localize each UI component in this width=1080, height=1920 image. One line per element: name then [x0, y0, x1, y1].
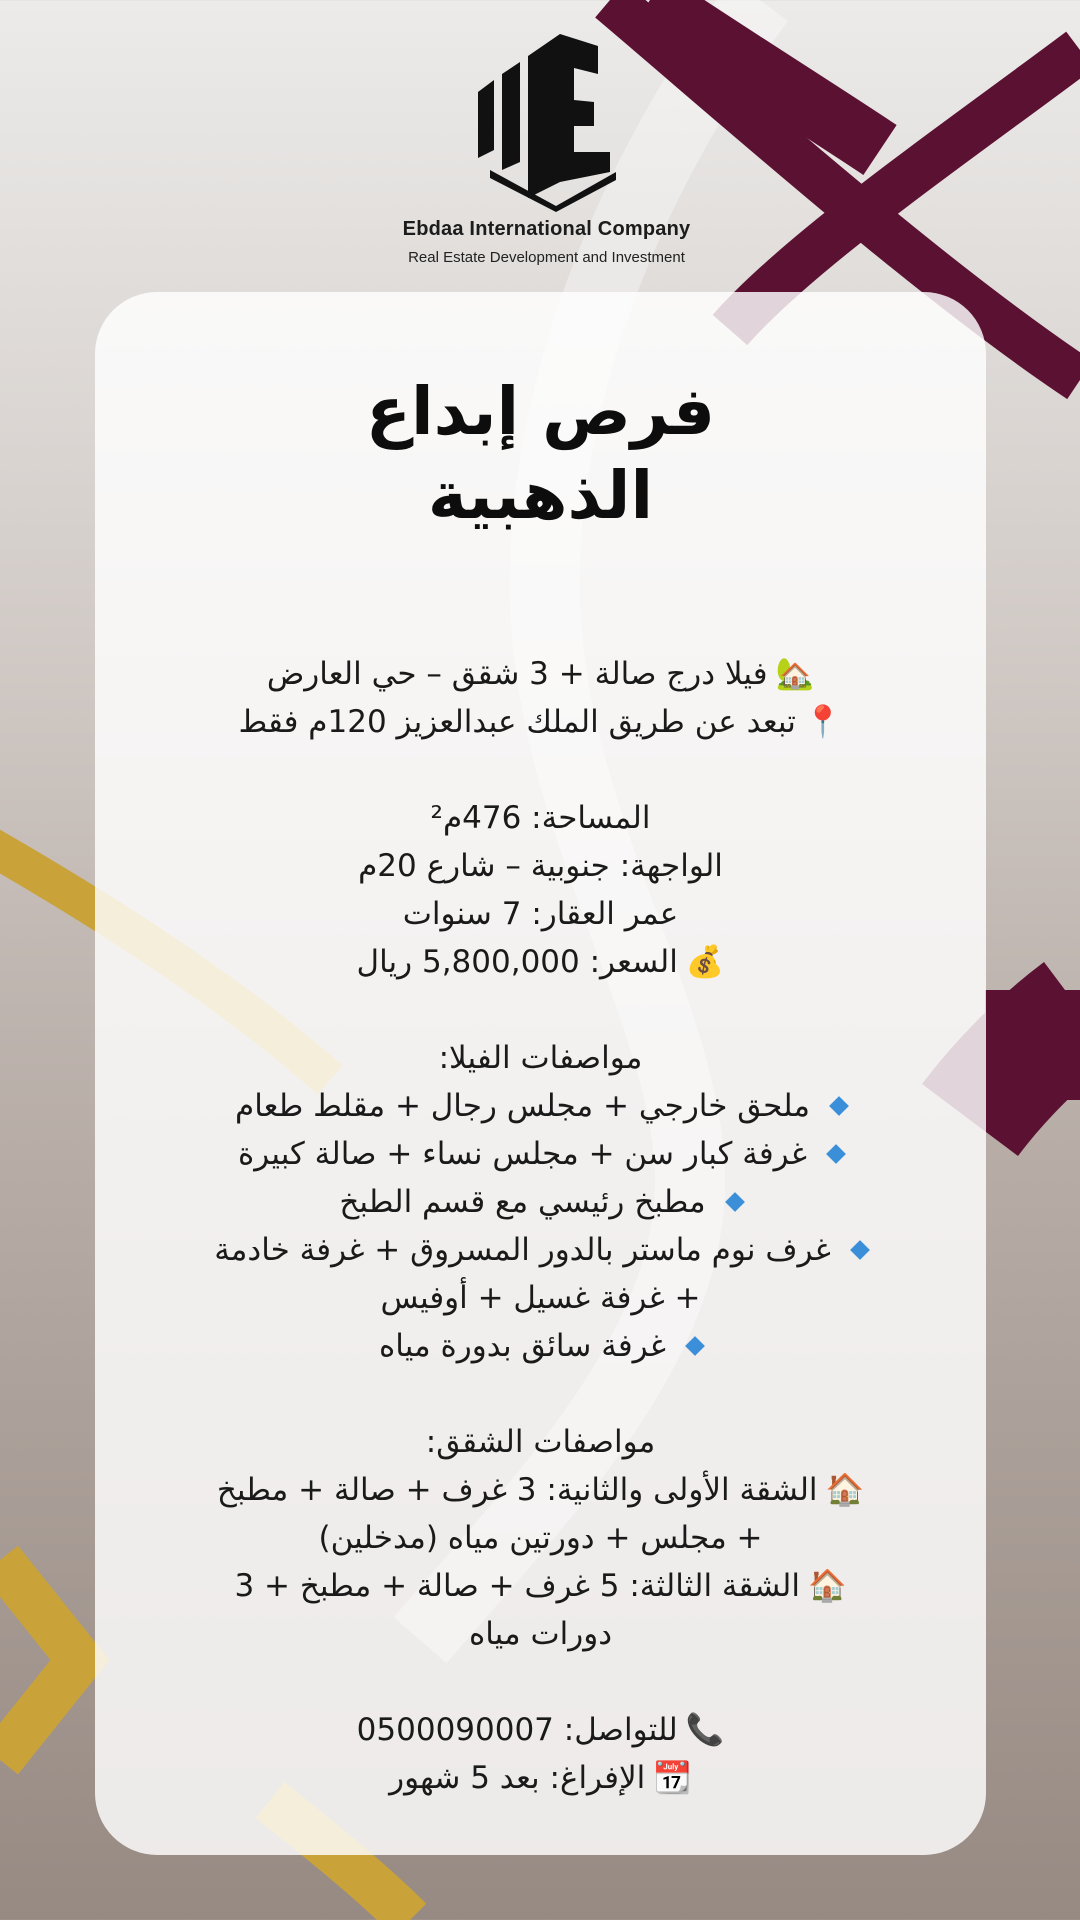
- blue-diamond-icon: [850, 1240, 870, 1260]
- villa-spec-item: ملحق خارجي + مجلس رجال + مقلط طعام: [115, 1082, 966, 1130]
- company-logo: [0, 22, 1080, 272]
- calendar-icon: 📆: [653, 1760, 692, 1796]
- apartment-line-3: 🏠الشقة الثالثة: 5 غرف + صالة + مطبخ + 3: [234, 1568, 847, 1604]
- blue-diamond-icon: [685, 1336, 705, 1356]
- vacancy-text: الإفراغ: بعد 5 شهور: [389, 1760, 646, 1796]
- villa-spec-item-cont: + غرفة غسيل + أوفيس: [380, 1280, 701, 1316]
- villa-spec-item: غرفة سائق بدورة مياه: [115, 1322, 966, 1370]
- page-title: [95, 370, 986, 538]
- villa-spec-item: مطبخ رئيسي مع قسم الطبخ: [115, 1178, 966, 1226]
- blue-diamond-icon: [829, 1096, 849, 1116]
- villa-specs-heading: مواصفات الفيلا:: [438, 1040, 643, 1076]
- house-icon: 🏠: [807, 1568, 847, 1604]
- apartment-line-3-cont: دورات مياه: [468, 1616, 613, 1652]
- phone-number[interactable]: 0500090007: [356, 1712, 554, 1748]
- title-line-1: فرص إبداع: [365, 373, 716, 450]
- contact-line: [115, 1706, 966, 1754]
- apartment-specs-heading: مواصفات الشقق:: [425, 1424, 656, 1460]
- contact-label: للتواصل:: [563, 1712, 678, 1748]
- intro-line-villa: [115, 650, 966, 698]
- building-logo-icon: [470, 22, 620, 212]
- title-line-2: الذهبية: [427, 457, 654, 534]
- intro-location-text: تبعد عن طريق الملك عبدالعزيز 120م فقط: [238, 704, 796, 740]
- company-tagline: Real Estate Development and Investment: [408, 249, 685, 266]
- house-icon: 🏠: [825, 1472, 865, 1508]
- villa-spec-item: غرف نوم ماستر بالدور المسروق + غرفة خادمة: [115, 1226, 966, 1274]
- price-text: السعر: 5,800,000 ريال: [356, 944, 678, 980]
- money-bag-icon: 💰: [685, 944, 725, 980]
- facade-line: الواجهة: جنوبية – شارع 20م: [358, 848, 723, 884]
- area-line: المساحة: 476م²: [430, 800, 651, 836]
- pin-icon: 📍: [803, 704, 843, 740]
- blue-diamond-icon: [725, 1192, 745, 1212]
- house-garden-icon: 🏡: [775, 656, 815, 692]
- age-line: عمر العقار: 7 سنوات: [402, 896, 679, 932]
- villa-spec-item: غرفة كبار سن + مجلس نساء + صالة كبيرة: [115, 1130, 966, 1178]
- intro-villa-text: فيلا درج صالة + 3 شقق – حي العارض: [266, 656, 768, 692]
- gold-band-2: [0, 1560, 80, 1760]
- maroon-band-5: [985, 990, 1080, 1100]
- company-name: Ebdaa International Company: [402, 218, 691, 240]
- apartment-line-1-cont: + مجلس + دورتين مياه (مدخلين): [318, 1520, 763, 1556]
- blue-diamond-icon: [826, 1144, 846, 1164]
- vacancy-line: [115, 1754, 966, 1802]
- listing-body: [95, 650, 986, 1802]
- intro-line-location: [115, 698, 966, 746]
- phone-icon: 📞: [685, 1712, 725, 1748]
- apartment-line-1: 🏠الشقة الأولى والثانية: 3 غرف + صالة + مطبخ: [216, 1472, 865, 1508]
- price-line: [115, 938, 966, 986]
- listing-card: [95, 292, 986, 1855]
